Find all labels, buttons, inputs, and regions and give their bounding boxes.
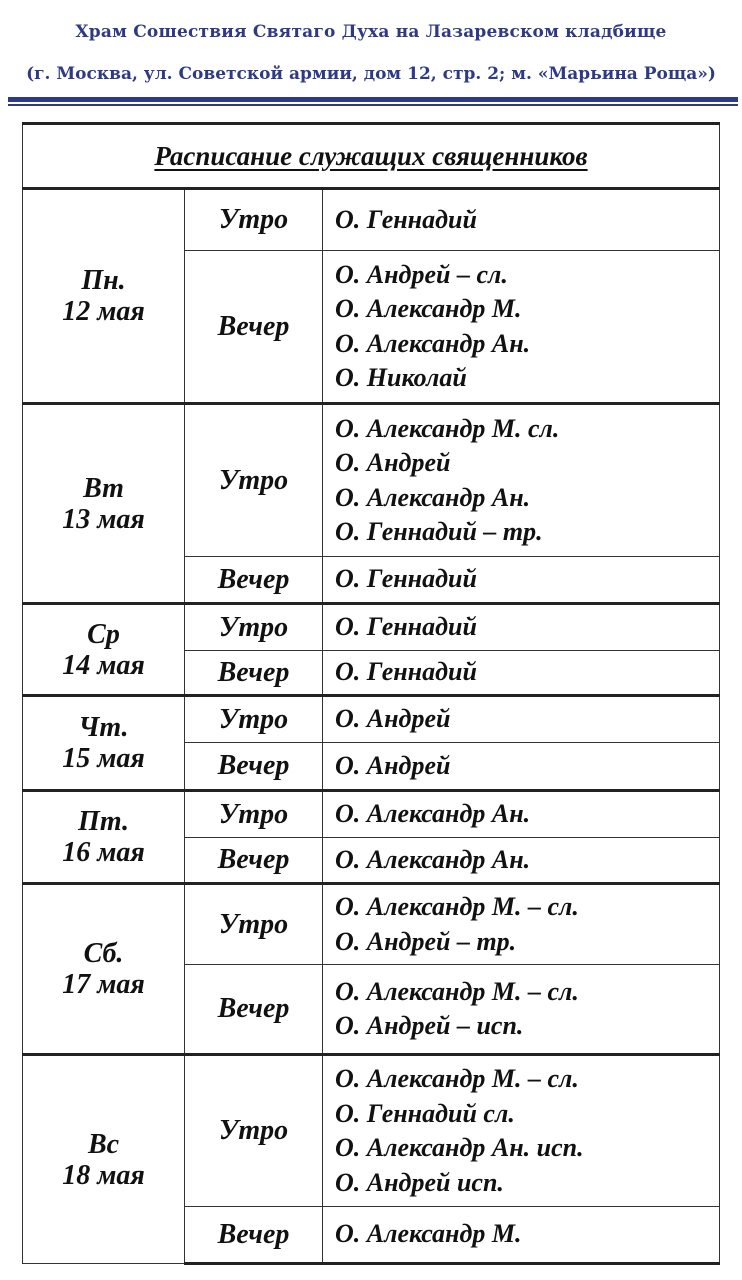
schedule-row bbox=[23, 791, 720, 838]
priest-name: О. Александр М. – сл. bbox=[335, 892, 579, 921]
priest-name: О. Андрей bbox=[335, 448, 451, 477]
day-name: Вс bbox=[87, 1128, 120, 1160]
priest-name: О. Александр Ан. bbox=[335, 328, 531, 358]
service-period: Вечер bbox=[185, 1207, 323, 1264]
priests-cell bbox=[323, 1207, 720, 1264]
priest-name: О. Александр М. сл. bbox=[335, 413, 560, 443]
priests-cell bbox=[323, 791, 720, 838]
day-cell bbox=[23, 884, 185, 1055]
day-cell bbox=[23, 1055, 185, 1264]
service-period: Утро bbox=[185, 884, 323, 965]
service-period: Вечер bbox=[185, 838, 323, 884]
service-period: Утро bbox=[185, 696, 323, 743]
priest-name: О. Александр Ан. исп. bbox=[335, 1133, 584, 1162]
priest-name: О. Геннадий bbox=[335, 612, 477, 642]
priests-cell bbox=[323, 604, 720, 651]
priests-cell bbox=[323, 1055, 720, 1207]
schedule-row bbox=[23, 189, 720, 251]
priest-name: О. Николай bbox=[335, 363, 467, 392]
header-rule-thin bbox=[8, 104, 738, 106]
schedule-table bbox=[22, 122, 720, 1265]
priest-name: О. Геннадий сл. bbox=[335, 1098, 515, 1128]
day-cell bbox=[23, 604, 185, 696]
day-date: 16 мая bbox=[62, 837, 145, 868]
priests-cell bbox=[323, 884, 720, 965]
priest-name: О. Александр М. bbox=[335, 1219, 522, 1249]
service-period: Утро bbox=[185, 1055, 323, 1207]
day-date: 12 мая bbox=[62, 296, 145, 327]
schedule-row bbox=[23, 604, 720, 651]
schedule-row bbox=[23, 1055, 720, 1207]
service-period: Вечер bbox=[185, 651, 323, 696]
day-cell bbox=[23, 791, 185, 884]
day-name: Сб. bbox=[83, 938, 124, 969]
service-period: Вечер bbox=[185, 251, 323, 404]
service-period: Вечер bbox=[185, 965, 323, 1055]
priests-cell bbox=[323, 251, 720, 404]
priest-name: О. Андрей – тр. bbox=[335, 926, 517, 956]
schedule-title-cell bbox=[23, 124, 720, 189]
day-name: Чт. bbox=[78, 712, 129, 743]
priest-name: О. Александр М. – сл. bbox=[335, 976, 579, 1006]
service-period: Утро bbox=[185, 404, 323, 557]
day-name: Пн. bbox=[81, 265, 126, 296]
church-address: (г. Москва, ул. Советской армии, дом 12, стр. 2; м. «Марьина Роща») bbox=[26, 64, 716, 84]
priest-name: О. Александр М. bbox=[335, 294, 522, 323]
day-cell bbox=[23, 189, 185, 404]
priests-cell bbox=[323, 557, 720, 604]
priest-name: О. Александр М. – сл. bbox=[335, 1064, 579, 1093]
day-name: Вт bbox=[83, 472, 124, 504]
priest-name: О. Андрей – исп. bbox=[335, 1011, 524, 1040]
day-date: 18 мая bbox=[62, 1159, 145, 1191]
day-date: 15 мая bbox=[62, 743, 145, 774]
priests-cell bbox=[323, 651, 720, 696]
service-period: Вечер bbox=[185, 557, 323, 604]
priests-cell bbox=[323, 189, 720, 251]
day-date: 13 мая bbox=[62, 503, 145, 535]
service-period: Утро bbox=[185, 791, 323, 838]
day-cell bbox=[23, 696, 185, 791]
header-rule-thick bbox=[8, 97, 738, 102]
schedule-row bbox=[23, 696, 720, 743]
day-cell bbox=[23, 404, 185, 604]
priests-cell bbox=[323, 404, 720, 557]
priest-name: О. Геннадий bbox=[335, 657, 477, 687]
priest-name: О. Андрей bbox=[335, 750, 451, 780]
priest-name: О. Александр Ан. bbox=[335, 799, 531, 829]
schedule-row bbox=[23, 404, 720, 557]
priest-name: О. Андрей – сл. bbox=[335, 259, 508, 289]
day-name: Ср bbox=[87, 618, 120, 650]
priests-cell bbox=[323, 743, 720, 791]
schedule-row bbox=[23, 884, 720, 965]
schedule-title: Расписание служащих священников bbox=[154, 140, 588, 171]
service-period: Вечер bbox=[185, 743, 323, 791]
priest-name: О. Андрей исп. bbox=[335, 1167, 504, 1197]
service-period: Утро bbox=[185, 604, 323, 651]
day-date: 17 мая bbox=[62, 969, 145, 1000]
priests-cell bbox=[323, 696, 720, 743]
priest-name: О. Геннадий – тр. bbox=[335, 517, 543, 546]
church-name: Храм Сошествия Святаго Духа на Лазаревском кладбище bbox=[75, 22, 667, 42]
priest-name: О. Геннадий bbox=[335, 564, 477, 594]
priest-name: О. Андрей bbox=[335, 704, 451, 734]
day-date: 14 мая bbox=[62, 649, 145, 681]
day-name: Пт. bbox=[78, 806, 129, 837]
service-period: Утро bbox=[185, 189, 323, 251]
priest-name: О. Александр Ан. bbox=[335, 482, 531, 512]
priest-name: О. Александр Ан. bbox=[335, 844, 531, 874]
priests-cell bbox=[323, 838, 720, 884]
priests-cell bbox=[323, 965, 720, 1055]
priest-name: О. Геннадий bbox=[335, 204, 477, 234]
